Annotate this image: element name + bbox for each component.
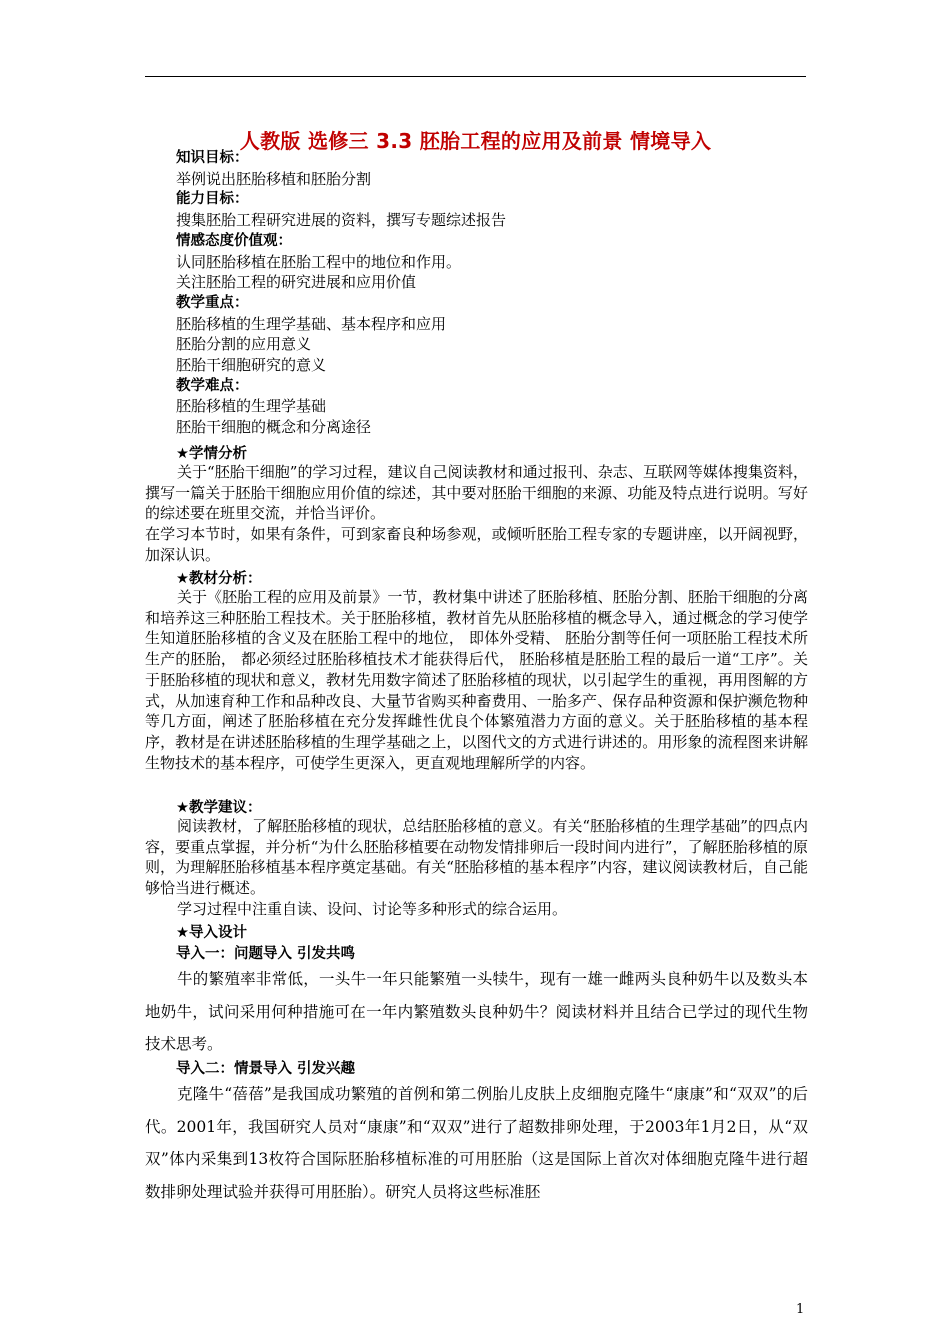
textbook-analysis-text [145,587,808,773]
intro-design-heading: ★导入设计 [176,925,247,941]
intro-two-text [145,1078,808,1208]
key-point-line: 胚胎分割的应用意义 [176,335,312,354]
learning-analysis-text [145,462,808,566]
knowledge-goal-heading: 知识目标： [176,150,249,166]
key-point-line: 胚胎干细胞研究的意义 [176,356,327,375]
intro-one-paragraph: 牛的繁殖率非常低，一头牛一年只能繁殖一头犊牛，现有一雄一雌两头良种奶牛以及数头本地奶牛，试问采用何种措施可在一年内繁殖数头良种奶牛？阅读材料并且结合已学过的现代生物技术思考。 [145,970,808,1053]
ability-goal-line: 搜集胚胎工程研究进展的资料，撰写专题综述报告 [176,211,507,230]
textbook-analysis-paragraph: 关于《胚胎工程的应用及前景》一节，教材集中讲述了胚胎移植、胚胎分割、胚胎干细胞的分离和培养这三种胚胎工程技术。关于胚胎移植，教材首先从胚胎移植的概念导入，通过概念的学习使学生知道胚胎移植的含义及在胚胎工程中的地位， 即体外受精、 胚胎分割等任何一项胚胎工程技术所生产的胚胎， 都必须经过胚胎移植技术才能获得后代， 胚胎移植是胚胎工程的最后一道“工序”。关于胚胎移植的现状和意义，教材先用数字简述了胚胎移植的现状，以引起学生的重视，再用图解的方式，从加速育种工作和品种改良、大量节省购买种畜费用、一胎多产、保存品种资源和保护濒危物种等几方面，阐述了胚胎移植在充分发挥雌性优良个体繁殖潜力方面的意义。关于胚胎移植的基本程序，教材是在讲述胚胎移植的生理学基础之上，以图代文的方式进行讲述的。用形象的流程图来讲解生物技术的基本程序，可使学生更深入，更直观地理解所学的内容。 [145,588,808,772]
page-number: 1 [796,1302,805,1317]
learning-analysis-paragraph: 在学习本节时，如果有条件，可到家畜良种场参观，或倾听胚胎工程专家的专题讲座，以开阔视野，加深认识。 [145,525,808,564]
teaching-suggestion-text [145,816,808,920]
difficulties-heading: 教学难点： [176,377,249,394]
textbook-analysis-heading: ★教材分析： [176,571,262,587]
header-rule [145,76,806,77]
intro-two-heading: 导入二：情景导入 引发兴趣 [176,1061,356,1077]
objectives-section [176,148,808,438]
learning-analysis-heading: ★学情分析 [176,446,247,462]
attitude-goal-line: 关注胚胎工程的研究进展和应用价值 [176,273,417,292]
ability-goal-heading: 能力目标： [176,191,249,208]
intro-one-heading: 导入一：问题导入 引发共鸣 [176,946,356,962]
key-point-line: 胚胎移植的生理学基础、基本程序和应用 [176,314,447,333]
attitude-goal-line: 认同胚胎移植在胚胎工程中的地位和作用。 [176,252,462,271]
difficulty-line: 胚胎移植的生理学基础 [176,397,327,416]
teaching-suggestion-heading: ★教学建议： [176,800,262,816]
intro-one-text [145,963,808,1061]
intro-two-paragraph: 克隆牛“蓓蓓”是我国成功繁殖的首例和第二例胎儿皮肤上皮细胞克隆牛“康康”和“双双”的后代。2001年，我国研究人员对“康康”和“双双”进行了超数排卵处理，于2003年1月2日，从“双双”体内采集到13枚符合国际胚胎移植标准的可用胚胎（这是国际上首次对体细胞克隆牛进行超数排卵处理试验并获得可用胚胎）。研究人员将这些标准胚 [145,1085,808,1201]
learning-analysis-paragraph: 关于“胚胎干细胞”的学习过程，建议自己阅读教材和通过报刊、杂志、互联网等媒体搜集资料，撰写一篇关于胚胎干细胞应用价值的综述，其中要对胚胎干细胞的来源、功能及特点进行说明。写好的综述要在班里交流，并恰当评价。 [145,463,808,523]
attitude-goal-heading: 情感态度价值观： [176,232,292,249]
teaching-suggestion-paragraph: 学习过程中注重自读、设问、讨论等多种形式的综合运用。 [177,899,568,918]
knowledge-goal-line: 举例说出胚胎移植和胚胎分割 [176,169,372,188]
teaching-suggestion-paragraph: 阅读教材，了解胚胎移植的现状，总结胚胎移植的意义。有关“胚胎移植的生理学基础”的四点内容，要重点掌握，并分析“为什么胚胎移植要在动物发情排卵后一段时间内进行”，了解胚胎移植的原则，为理解胚胎移植基本程序奠定基础。有关“胚胎移植的基本程序”内容，建议阅读教材后，自己能够恰当进行概述。 [145,817,808,898]
document-title: 人教版 选修三 3.3 胚胎工程的应用及前景 情境导入 [239,129,712,153]
key-points-heading: 教学重点： [176,294,249,311]
difficulty-line: 胚胎干细胞的概念和分离途径 [176,418,372,437]
